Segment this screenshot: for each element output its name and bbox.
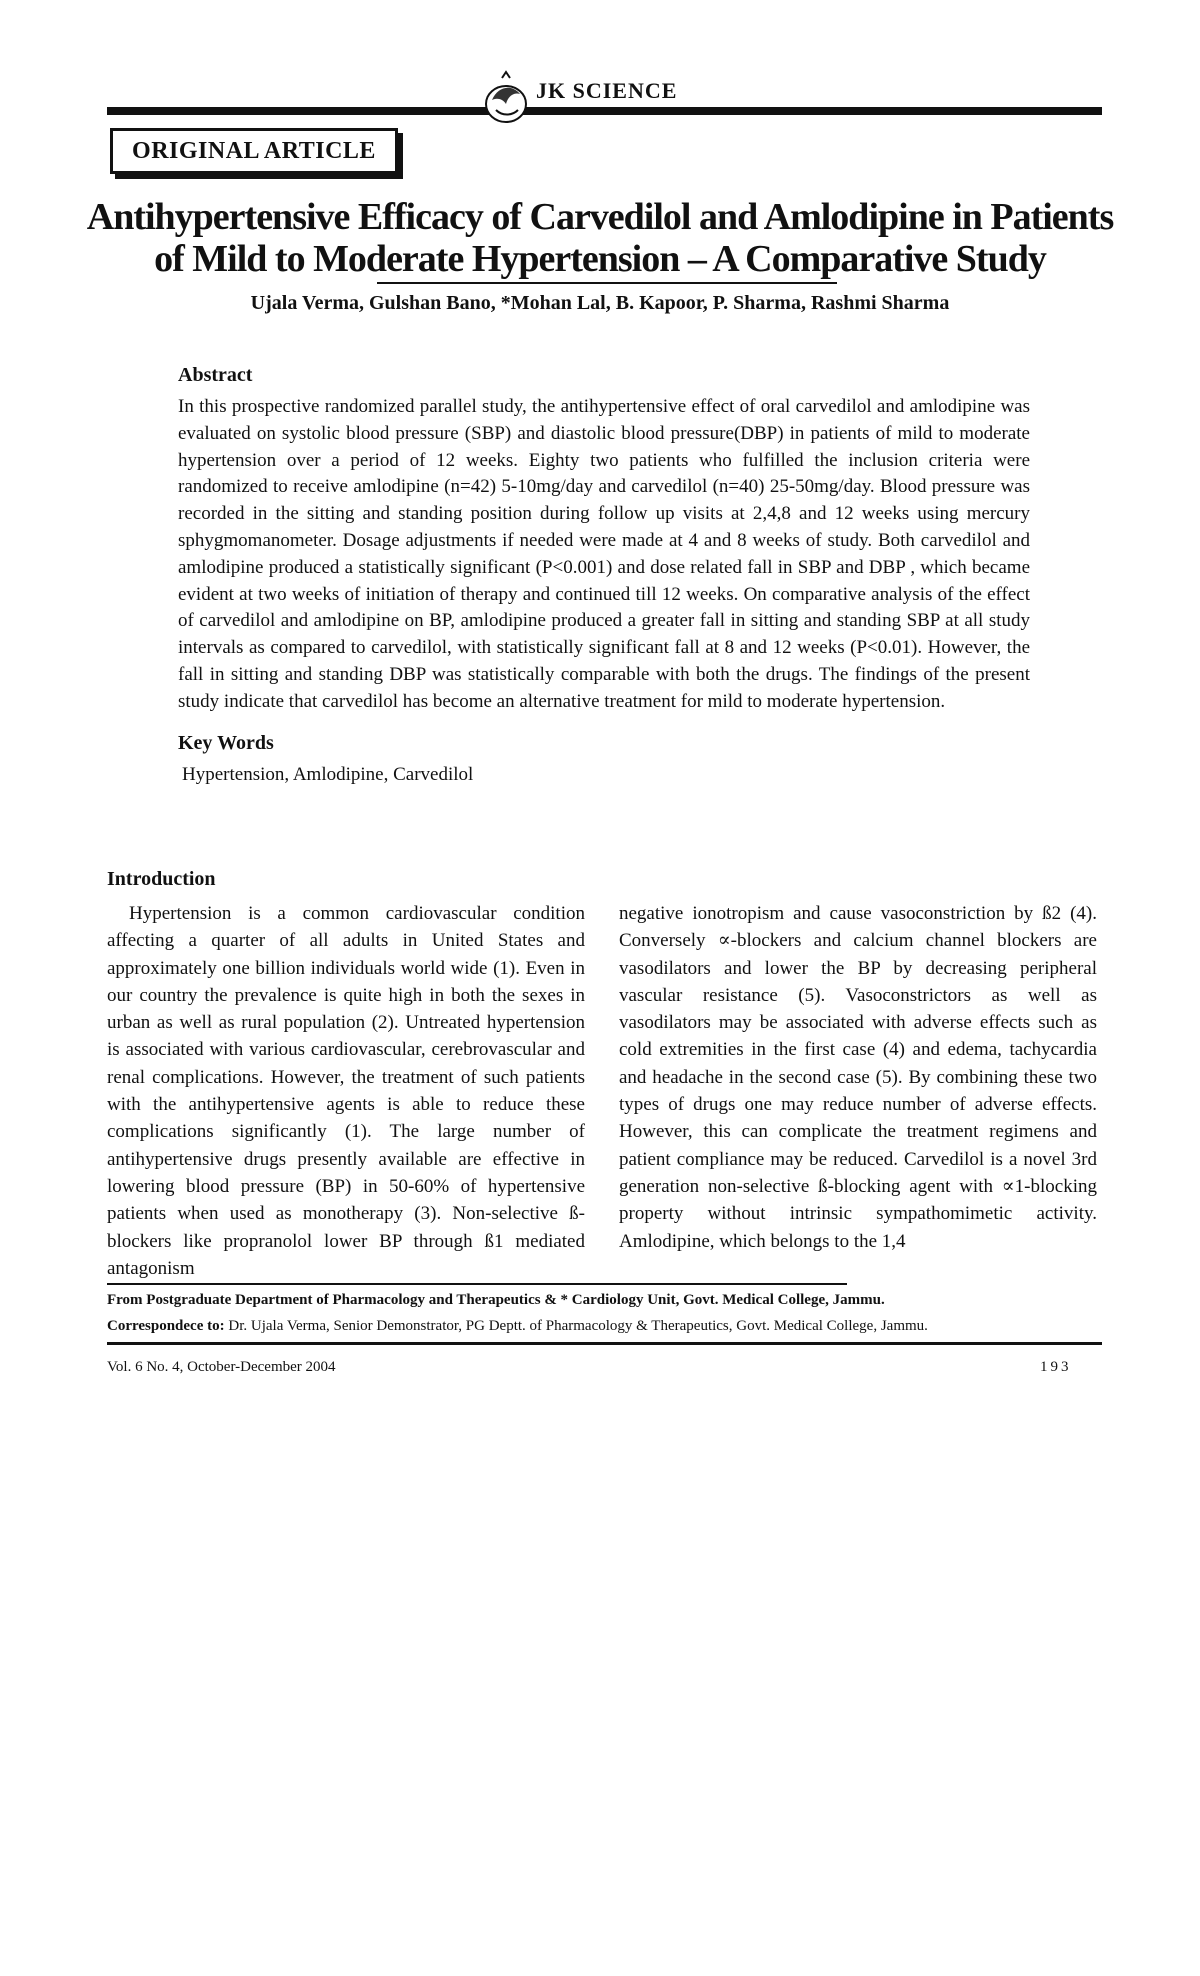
article-type-badge: ORIGINAL ARTICLE xyxy=(110,128,398,174)
correspondence-note xyxy=(107,1318,928,1335)
abstract-text: In this prospective randomized parallel study, the antihypertensive effect of oral carvedilol and amlodipine was evaluated on systolic blood pressure (SBP) and diastolic blood pressure(DBP) in patients of mild to moderate hypertension over a period of 12 weeks. Eighty two patients who fulfilled the inclusion criteria were randomized to receive amlodipine (n=42) 5-10mg/day and carvedilol (n=40) 25-50mg/day. Blood pressure was recorded in the sitting and standing position during follow up visits at 2,4,8 and 12 weeks using mercury sphygmomanometer. Dosage adjustments if needed were made at 4 and 8 weeks of study. Both carvedilol and amlodipine produced a statistically significant (P<0.001) and dose related fall in SBP and DBP , which became evident at two weeks of initiation of therapy and continued till 12 weeks. On comparative analysis of the effect of carvedilol and amlodipine on BP, amlodipine produced a greater fall in sitting and standing SBP at all study intervals as compared to carvedilol, with statistically significant fall at 8 and 12 weeks (P<0.01). However, the fall in sitting and standing DBP was statistically comparable with both the drugs. The findings of the present study indicate that carvedilol has become an alternative treatment for mild to moderate hypertension. xyxy=(178,396,1030,712)
journal-name: JK SCIENCE xyxy=(536,78,678,103)
introduction-paragraph: Hypertension is a common cardiovascular condition affecting a quarter of all adults in United States and approximately one billion individuals world wide (1). Even in our country the prevalence is quite high in both the sexes in urban as well as rural population (2). Untreated hypertension is associated with various cardiovascular, cerebrovascular and renal complications. However, the treatment of such patients with the antihypertensive agents is able to reduce these complications significantly (1). The large number of antihypertensive drugs presently available are effective in lowering blood pressure (BP) in 50-60% of hypertensive patients when used as monotherapy (3). Non-selective ß-blockers like propranolol lower BP through ß1 mediated antagonism xyxy=(107,903,585,1279)
volume-info: Vol. 6 No. 4, October-December 2004 xyxy=(107,1359,336,1375)
introduction-paragraph-continued: negative ionotropism and cause vasoconstriction by ß2 (4). Conversely ∝-blockers and calcium channel blockers are vasodilators and lower the BP by decreasing peripheral vascular resistance (5). Vasoconstrictors as well as vasodilators may be associated with adverse effects such as cold extremities in the first case (4) and edema, tachycardia and headache in the second case (5). By combining these two types of drugs one may reduce number of adverse effects. However, this can complicate the treatment regimens and patient compliance may be reduced. Carvedilol is a novel 3rd generation non-selective ß-blocking agent with ∝1-blocking property without intrinsic sympathomimetic activity. Amlodipine, which belongs to the 1,4 xyxy=(619,903,1097,1252)
journal-logo-icon xyxy=(482,70,530,128)
affiliation-note: From Postgraduate Department of Pharmacology and Therapeutics & * Cardiology Unit, Govt. Medical College, Jammu. xyxy=(107,1292,885,1308)
footer-rule xyxy=(107,1342,1102,1345)
keywords-text: Hypertension, Amlodipine, Carvedilol xyxy=(182,764,474,785)
header-rule xyxy=(107,107,1102,115)
keywords-heading: Key Words xyxy=(178,732,274,754)
correspondence-label: Correspondece to: xyxy=(107,1318,225,1334)
introduction-column-left xyxy=(107,900,585,1282)
page-number: 193 xyxy=(1040,1359,1072,1375)
title-rule xyxy=(377,282,837,284)
correspondence-text: Dr. Ujala Verma, Senior Demonstrator, PG Deptt. of Pharmacology & Therapeutics, Govt. Medical College, Jammu. xyxy=(224,1318,928,1334)
introduction-column-right xyxy=(619,900,1097,1255)
author-list: Ujala Verma, Gulshan Bano, *Mohan Lal, B. Kapoor, P. Sharma, Rashmi Sharma xyxy=(250,292,950,314)
abstract-heading: Abstract xyxy=(178,364,253,386)
article-title: Antihypertensive Efficacy of Carvedilol and Amlodipine in Patients of Mild to Moderate Hypertension – A Comparative Study xyxy=(86,196,1114,280)
introduction-heading: Introduction xyxy=(107,868,216,890)
footnote-rule xyxy=(107,1283,847,1285)
